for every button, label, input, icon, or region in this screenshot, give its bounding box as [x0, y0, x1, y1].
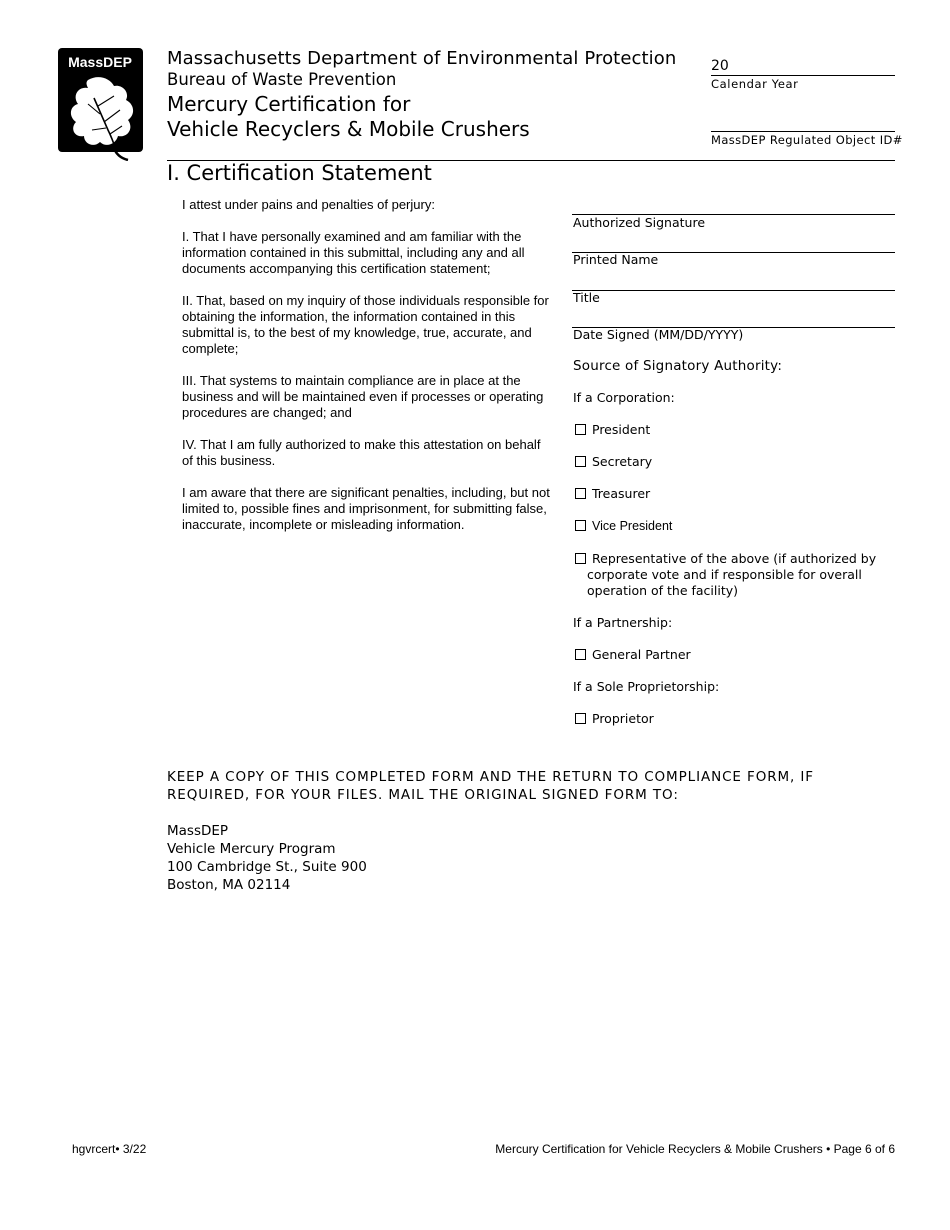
statement-item-4: IV. That I am fully authorized to make this attestation on behalf of this business.: [182, 437, 541, 468]
representative-checkbox[interactable]: [575, 553, 586, 564]
proprietor-option[interactable]: [575, 711, 654, 727]
title-label: Title: [573, 290, 600, 305]
address-line-1: MassDEP: [167, 823, 229, 839]
section-title: I. Certification Statement: [167, 161, 432, 185]
proprietor-checkbox[interactable]: [575, 713, 586, 724]
form-title: [167, 92, 530, 142]
certification-statement: [182, 197, 552, 549]
secretary-option[interactable]: [575, 454, 652, 470]
representative-label-line2: corporate vote and if responsible for overall: [587, 567, 862, 582]
object-id-field[interactable]: [711, 131, 895, 132]
address-line-2: Vehicle Mercury Program: [167, 841, 336, 857]
keep-copy-instructions: KEEP A COPY OF THIS COMPLETED FORM AND THE RETURN TO COMPLIANCE FORM, IF REQUIRED, FOR YOUR FILES. MAIL THE ORIGINAL SIGNED FORM TO:: [167, 769, 814, 803]
bureau-name: Bureau of Waste Prevention: [167, 70, 397, 89]
representative-label-line3: operation of the facility): [587, 583, 739, 598]
vice-president-option[interactable]: [575, 518, 672, 534]
sole-proprietorship-label: If a Sole Proprietorship:: [573, 679, 720, 694]
representative-option[interactable]: [575, 551, 895, 599]
general-partner-label: General Partner: [592, 647, 691, 662]
president-label: President: [592, 422, 651, 437]
secretary-label: Secretary: [592, 454, 653, 469]
object-id-label: MassDEP Regulated Object ID#: [711, 133, 903, 147]
corporation-label: If a Corporation:: [573, 390, 675, 405]
calendar-year-label: Calendar Year: [711, 77, 799, 91]
vice-president-checkbox[interactable]: [575, 520, 586, 531]
treasurer-label: Treasurer: [592, 486, 651, 501]
org-name: Massachusetts Department of Environmental Protection: [167, 48, 677, 69]
massdep-logo: [58, 48, 144, 161]
president-option[interactable]: [575, 422, 650, 438]
footer-page-info: Mercury Certification for Vehicle Recyclers & Mobile Crushers • Page 6 of 6: [495, 1142, 895, 1156]
address-line-4: Boston, MA 02114: [167, 877, 291, 893]
treasurer-option[interactable]: [575, 486, 650, 502]
proprietor-label: Proprietor: [592, 711, 654, 726]
calendar-year-field[interactable]: 20: [711, 57, 895, 76]
general-partner-checkbox[interactable]: [575, 649, 586, 660]
treasurer-checkbox[interactable]: [575, 488, 586, 499]
statement-intro: I attest under pains and penalties of perjury:: [182, 197, 435, 212]
representative-label-line1: Representative of the above (if authorized by: [592, 551, 877, 566]
statement-item-3: III. That systems to maintain compliance are in place at the business and will be maintained even if processes or operating procedures are changed; and: [182, 373, 544, 420]
vice-president-label: Vice President: [592, 519, 673, 533]
statement-item-1: I. That I have personally examined and am familiar with the information contained in this submittal, including any and all documents accompanying this certification statement;: [182, 229, 525, 276]
form-title-line2: Vehicle Recyclers & Mobile Crushers: [167, 117, 530, 141]
mailing-address: [167, 822, 367, 894]
address-line-3: 100 Cambridge St., Suite 900: [167, 859, 367, 875]
partnership-label: If a Partnership:: [573, 615, 673, 630]
authorized-signature-label: Authorized Signature: [573, 215, 706, 230]
logo-text: MassDEP: [68, 54, 132, 70]
calendar-year-block: [711, 57, 895, 92]
form-title-line1: Mercury Certification for: [167, 92, 411, 116]
representative-label: [587, 551, 877, 599]
general-partner-option[interactable]: [575, 647, 691, 663]
printed-name-label: Printed Name: [573, 252, 659, 267]
signatory-authority-heading: Source of Signatory Authority:: [573, 358, 783, 374]
secretary-checkbox[interactable]: [575, 456, 586, 467]
title-field[interactable]: [572, 290, 895, 291]
president-checkbox[interactable]: [575, 424, 586, 435]
statement-item-2: II. That, based on my inquiry of those individuals responsible for obtaining the information, the information contained in this submittal is, to the best of my knowledge, true, accurate, and complete;: [182, 293, 549, 356]
date-signed-label: Date Signed (MM/DD/YYYY): [573, 327, 744, 342]
statement-awareness: I am aware that there are significant penalties, including, but not limited to, possible fines and imprisonment, for submitting false, inaccurate, incomplete or misleading information.: [182, 485, 550, 532]
footer-form-code: hgvrcert• 3/22: [72, 1142, 147, 1156]
